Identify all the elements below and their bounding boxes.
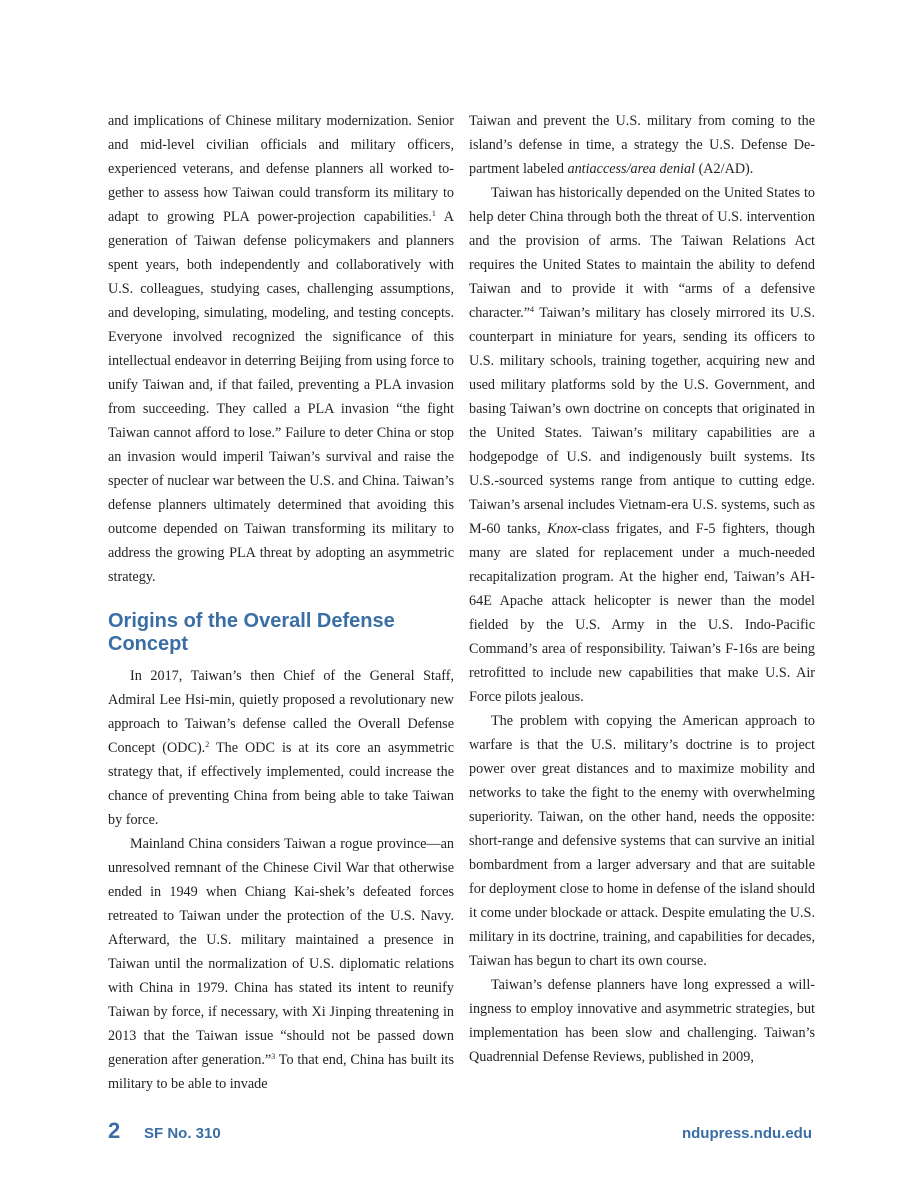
paragraph [108, 109, 454, 589]
series-label: SF No. 310 [144, 1125, 221, 1142]
paragraph-text: The ODC is at its core an asymmetric strategy that, if effectively implemented, could increase the chance of preventing China from being able to take Taiwan by force. [108, 740, 455, 828]
paragraph [108, 832, 454, 1096]
paragraph [469, 181, 815, 709]
paragraph-text: To that end, China has built its military to be able to invade [108, 1052, 454, 1092]
section-heading: Origins of the Overall Defense Concept [108, 610, 395, 655]
paragraph: Taiwan’s defense planners have long expressed a willingness to employ innovative and asymmetric strategies, but implementation has been slow and challenging. Taiwan’s Quadrennial Defense Reviews, published in 2009, [469, 977, 815, 1065]
paragraph-text: -class frigates, and F-5 fighters, though many are slated for replacement under a much-needed recapitalization program. At the higher end, Taiwan’s AH-64E Apache attack helicopter is newer than the model fielded by the U.S. Army in the U.S. Indo-Pacific Command’s area of responsibility. Taiwan’s F-16s are being retrofitted to include new capabilities that make U.S. Air Force pilots jealous. [469, 521, 815, 705]
paragraph [469, 109, 815, 181]
paragraph-text: In 2017, Taiwan’s then Chief of the General Staff, Admiral Lee Hsi-min, quietly proposed a revolutionary new approach to Taiwan’s defense called the Overall Defense Concept (ODC). [108, 668, 454, 756]
paragraph-text: Mainland China considers Taiwan a rogue province—an unresolved remnant of the Chinese Civil War that otherwise ended in 1949 when Chiang Kai-shek’s defeated forces retreated to Taiwan under the protection of the U.S. Navy. Afterward, the U.S. military maintained a presence in Taiwan until the normalization of U.S. diplomatic relations with China in 1979. China has stated its intent to reunify Taiwan by force, if necessary, with Xi Jinping threatening in 2013 that the Taiwan issue “should not be passed down generation after generation.” [108, 836, 454, 1068]
paragraph-text: Taiwan’s military has closely mirrored its U.S. counterpart in miniature for years, sending its officers to U.S. military schools, training together, acquiring new and used military platforms sold by the U.S. Government, and basing Taiwan’s own doctrine on concepts that originated in the United States. Taiwan’s military capabilities are a hodgepodge of U.S. and indigenously built systems. Its U.S.-sourced systems range from antique to cutting edge. Taiwan’s arsenal includes Vietnam-era U.S. systems, such as M-60 tanks, [469, 305, 815, 537]
paragraph-text: and implications of Chinese military modernization. Senior and mid-level civilian officials and military officers, experienced veterans, and defense planners all worked together to assess how Taiwan could transform its military to adapt to growing PLA power-projection capabilities. [108, 113, 454, 225]
paragraph-text: Taiwan and prevent the U.S. military from coming to the island’s defense in time, a strategy the U.S. Defense Department labeled [469, 113, 815, 177]
paragraph-text: A generation of Taiwan defense policymakers and planners spent years, both independently and collaboratively with U.S. colleagues, studying cases, challenging assumptions, and developing, simulating, modeling, and testing concepts. Everyone involved recognized the significance of this intellectual endeavor in deterring Beijing from using force to unify Taiwan and, if that failed, preventing a PLA invasion from succeeding. They called a PLA invasion “the fight Taiwan cannot afford to lose.” Failure to deter China or stop an invasion would imperil Taiwan’s survival and raise the specter of nuclear war between the U.S. and China. Taiwan’s defense planners ultimately determined that avoiding this outcome depended on Taiwan transforming its military to address the growing PLA threat by adopting an asymmetric strategy. [108, 209, 454, 585]
website-link[interactable]: ndupress.ndu.edu [681, 1125, 812, 1142]
footnote-ref[interactable]: 2 [205, 740, 210, 749]
paragraph [108, 664, 454, 832]
italic-term: Knox [547, 521, 578, 537]
page-number: 2 [108, 1118, 121, 1143]
paragraph-text: Taiwan has historically depended on the United States to help deter China through both the threat of U.S. intervention and the provision of arms. The Taiwan Relations Act requires the United States to maintain the ability to defend Taiwan and to provide it with “arms of a defensive character.” [469, 185, 815, 321]
paragraph-text: (A2/AD). [695, 161, 754, 177]
paragraph: The problem with copying the American approach to warfare is that the U.S. military’s doctrine is to project power over great distances and to maximize mobility and networks to take the fight to the enemy with overwhelming superiority. Taiwan, on the other hand, needs the opposite: short-range and defensive systems that can survive an initial bombardment from a larger adversary and that are suitable for deployment close to home in defense of the island should it come under blockade or attack. Despite emulating the U.S. military in its doctrine, training, and capabilities for decades, Taiwan has begun to chart its own course. [469, 713, 815, 969]
footnote-ref[interactable]: 1 [431, 209, 436, 218]
left-column [108, 109, 454, 1096]
italic-term: antiaccess/area denial [567, 161, 696, 177]
right-column [469, 109, 815, 1069]
footnote-ref[interactable]: 3 [271, 1052, 276, 1061]
footnote-ref[interactable]: 4 [530, 305, 535, 314]
